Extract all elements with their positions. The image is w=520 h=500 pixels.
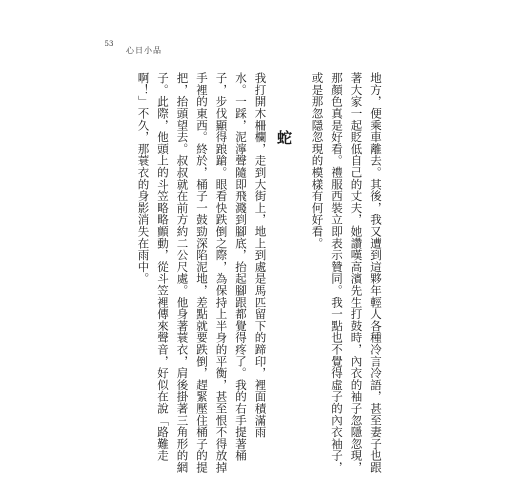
text-column: 手裡的東西。終於，桶子一鼓勁深陷泥地，差點就要跌倒，趕緊壓住桶子的提	[195, 72, 209, 474]
text-column: 或是那忽隱忽現的模樣有何好看。	[310, 72, 325, 249]
section-title: 蛇	[275, 130, 293, 146]
text-column: 水。一踩，泥濘聲隨即飛濺到腳底，抬起腳跟都覺得疼了。我的右手提著桶	[234, 72, 248, 462]
text-column: 把，抬頭望去。叔叔就在前方約二公尺處。他身著蓑衣，肩後掛著三角形的網	[175, 72, 190, 474]
text-column: 著大家一起貶低自己的丈夫，她讚嘆高濱先生打鼓時，內衣的袖子忽隱忽現，	[349, 72, 364, 474]
text-column: 我打開木柵欄，走到大街上，地上到處是馬匹留下的蹄印，裡面積滿雨	[253, 72, 268, 438]
running-head: 心日小品	[126, 46, 162, 55]
text-column: 那顏色真是好看。禮服西裝立即表示贊同。我一點也不覺得虛子的內衣袖子，	[330, 72, 344, 474]
text-column: 子，步伐顯得踉蹌。眼看快跌倒之際，為保持上半身的平衡，甚至恨不得放掉	[214, 72, 229, 474]
text-column: 子。此際，他頭上的斗笠略略顫動，從斗笠裡傳來聲音，好似在說「路難走	[156, 72, 170, 462]
vertical-text-block	[133, 72, 385, 474]
page-number: 53	[104, 40, 114, 48]
text-column: 啊！」不久，那蓑衣的身影消失在雨中。	[136, 72, 151, 285]
text-column: 地方，便乘車離去。其後，我又遭到這夥年輕人各種冷言冷語，甚至妻子也跟	[369, 72, 383, 474]
